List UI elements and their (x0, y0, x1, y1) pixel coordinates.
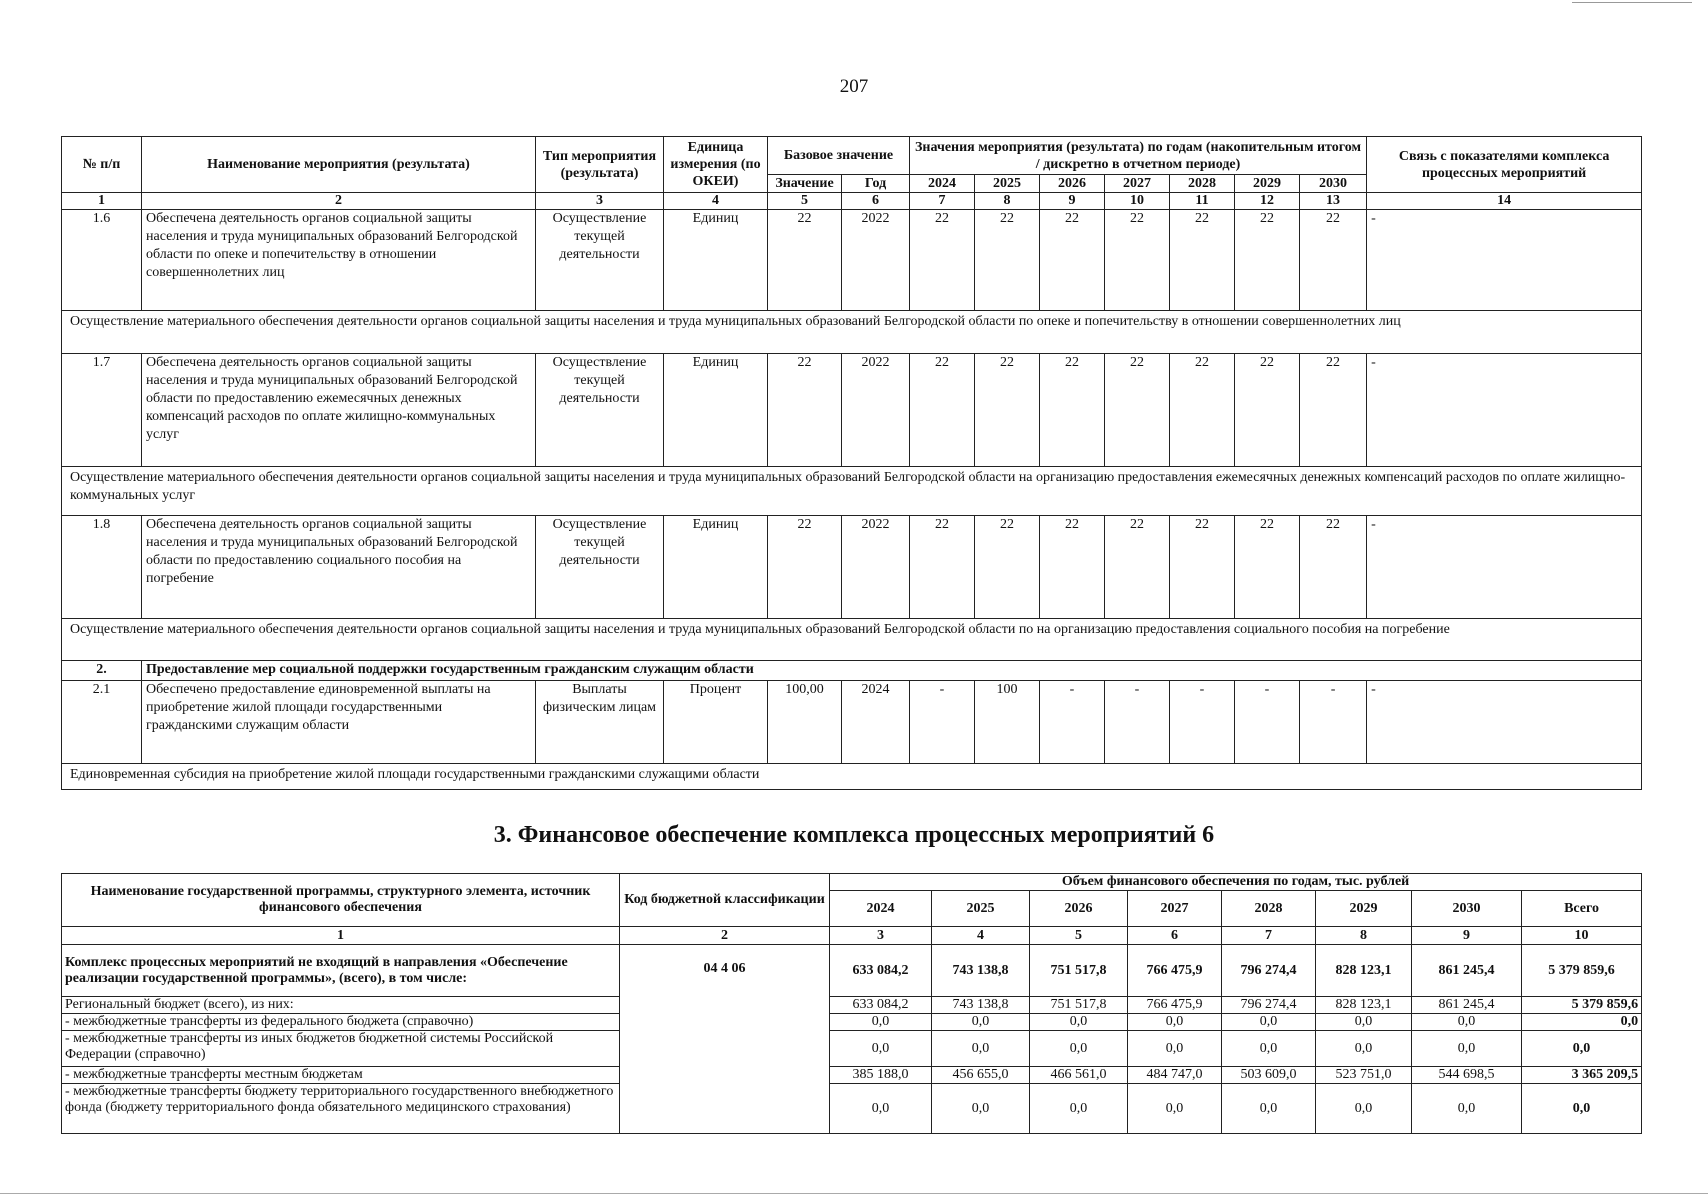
row-value: 22 (1170, 354, 1235, 467)
fin-row-name: - межбюджетные трансферты из федерального бюджета (справочно) (62, 1014, 620, 1031)
description-row (62, 764, 1642, 790)
fin-value: 0,0 (1316, 1084, 1412, 1134)
fin-value: 0,0 (1030, 1031, 1128, 1067)
fin-value: 0,0 (932, 1084, 1030, 1134)
index-cell: 12 (1235, 193, 1300, 210)
header-year: 2027 (1105, 175, 1170, 193)
index-cell: 6 (842, 193, 910, 210)
section-row (62, 661, 1642, 681)
fin-value-total: 5 379 859,6 (1522, 997, 1642, 1014)
row-value: - (1235, 681, 1300, 764)
index-row (62, 193, 1642, 210)
header-values: Значения мероприятия (результата) по годам (накопительным итогом / дискретно в отчетном периоде) (910, 137, 1367, 175)
fin-row (62, 1084, 1642, 1134)
description-row (62, 467, 1642, 516)
fin-row-name: - межбюджетные трансферты из иных бюджетов бюджетной системы Российской Федерации (справочно) (62, 1031, 620, 1067)
header-type: Тип мероприятия (результата) (536, 137, 664, 193)
fin-value: 0,0 (1412, 1031, 1522, 1067)
row-base-value: 22 (768, 354, 842, 467)
row-value: 22 (1300, 210, 1367, 311)
financing-table (61, 873, 1642, 1134)
fin-header-year: 2024 (830, 891, 932, 927)
header-year: 2026 (1040, 175, 1105, 193)
row-unit: Единиц (664, 516, 768, 619)
row-num: 2.1 (62, 681, 142, 764)
row-unit: Единиц (664, 210, 768, 311)
fin-row (62, 1031, 1642, 1067)
index-cell: 11 (1170, 193, 1235, 210)
section-title: Предоставление мер социальной поддержки государственным гражданским служащим области (142, 661, 1642, 681)
row-description: Осуществление материального обеспечения деятельности органов социальной защиты населения и труда муниципальных образований Белгородской области на организацию предоставления ежемесячных денежных компенсаций расходов по оплате жилищно-коммунальных услуг (62, 467, 1642, 516)
row-base-year: 2022 (842, 354, 910, 467)
header-year: 2025 (975, 175, 1040, 193)
fin-value: 0,0 (1128, 1031, 1222, 1067)
row-value: 22 (1300, 354, 1367, 467)
fin-value: 751 517,8 (1030, 945, 1128, 997)
header-year: 2030 (1300, 175, 1367, 193)
table-row (62, 210, 1642, 311)
row-link: - (1367, 516, 1642, 619)
fin-header-year: 2026 (1030, 891, 1128, 927)
row-value: 22 (1170, 516, 1235, 619)
index-cell: 2 (142, 193, 536, 210)
header-name: Наименование мероприятия (результата) (142, 137, 536, 193)
fin-value: 766 475,9 (1128, 997, 1222, 1014)
index-cell: 7 (910, 193, 975, 210)
fin-value: 385 188,0 (830, 1067, 932, 1084)
index-cell: 9 (1040, 193, 1105, 210)
results-table (61, 136, 1642, 790)
fin-header-code: Код бюджетной классификации (620, 874, 830, 927)
fin-value: 0,0 (1222, 1084, 1316, 1134)
fin-header-volume: Объем финансового обеспечения по годам, тыс. рублей (830, 874, 1642, 891)
fin-value: 0,0 (1222, 1031, 1316, 1067)
fin-header-year: 2029 (1316, 891, 1412, 927)
fin-index-row (62, 927, 1642, 945)
fin-value: 828 123,1 (1316, 997, 1412, 1014)
header-year: 2029 (1235, 175, 1300, 193)
header-link: Связь с показателями комплекса процессных мероприятий (1367, 137, 1642, 193)
fin-value: 743 138,8 (932, 945, 1030, 997)
fin-value: 828 123,1 (1316, 945, 1412, 997)
fin-row-name: Региональный бюджет (всего), из них: (62, 997, 620, 1014)
fin-value: 0,0 (830, 1084, 932, 1134)
fin-value: 456 655,0 (932, 1067, 1030, 1084)
row-base-value: 22 (768, 516, 842, 619)
row-value: 22 (1040, 210, 1105, 311)
row-num: 1.7 (62, 354, 142, 467)
fin-value: 743 138,8 (932, 997, 1030, 1014)
fin-header-year: 2025 (932, 891, 1030, 927)
index-cell: 2 (620, 927, 830, 945)
row-link: - (1367, 354, 1642, 467)
fin-value: 523 751,0 (1316, 1067, 1412, 1084)
top-scan-line (1572, 2, 1692, 3)
header-base-year: Год (842, 175, 910, 193)
fin-header-year: 2028 (1222, 891, 1316, 927)
row-base-value: 22 (768, 210, 842, 311)
index-cell: 4 (664, 193, 768, 210)
row-value: - (910, 681, 975, 764)
row-num: 1.8 (62, 516, 142, 619)
fin-value-total: 0,0 (1522, 1031, 1642, 1067)
fin-value: 544 698,5 (1412, 1067, 1522, 1084)
fin-header-year: 2027 (1128, 891, 1222, 927)
row-value: 22 (910, 354, 975, 467)
fin-header-total: Всего (1522, 891, 1642, 927)
fin-value: 766 475,9 (1128, 945, 1222, 997)
fin-value: 0,0 (830, 1014, 932, 1031)
row-unit: Процент (664, 681, 768, 764)
fin-value: 0,0 (932, 1031, 1030, 1067)
index-cell: 3 (830, 927, 932, 945)
fin-value: 796 274,4 (1222, 945, 1316, 997)
fin-value: 633 084,2 (830, 997, 932, 1014)
fin-value: 0,0 (1412, 1084, 1522, 1134)
index-cell: 10 (1522, 927, 1642, 945)
row-name: Обеспечено предоставление единовременной выплаты на приобретение жилой площади государственными гражданскими служащим области (142, 681, 536, 764)
row-value: - (1170, 681, 1235, 764)
bottom-scan-line (0, 1193, 1708, 1194)
row-value: 22 (1235, 516, 1300, 619)
header-year: 2024 (910, 175, 975, 193)
row-num: 1.6 (62, 210, 142, 311)
row-type: Выплаты физическим лицам (536, 681, 664, 764)
table-row (62, 681, 1642, 764)
fin-value: 0,0 (1128, 1014, 1222, 1031)
row-value: 22 (1105, 354, 1170, 467)
row-value: - (1300, 681, 1367, 764)
fin-row-name: Комплекс процессных мероприятий не входящий в направления «Обеспечение реализации государственной программы», (всего), в том числе: (62, 945, 620, 997)
row-value: 22 (1040, 354, 1105, 467)
row-value: 22 (1235, 210, 1300, 311)
header-unit: Единица измерения (по ОКЕИ) (664, 137, 768, 193)
row-base-year: 2022 (842, 516, 910, 619)
table-row (62, 516, 1642, 619)
fin-value-total: 0,0 (1522, 1014, 1642, 1031)
row-link: - (1367, 210, 1642, 311)
index-cell: 8 (1316, 927, 1412, 945)
fin-value: 466 561,0 (1030, 1067, 1128, 1084)
fin-header-name: Наименование государственной программы, структурного элемента, источник финансового обеспечения (62, 874, 620, 927)
index-cell: 6 (1128, 927, 1222, 945)
header-num: № п/п (62, 137, 142, 193)
row-value: 22 (910, 210, 975, 311)
row-value: 22 (1170, 210, 1235, 311)
fin-value: 0,0 (1030, 1084, 1128, 1134)
row-value: 100 (975, 681, 1040, 764)
fin-header-year: 2030 (1412, 891, 1522, 927)
row-type: Осуществление текущей деятельности (536, 354, 664, 467)
row-base-value: 100,00 (768, 681, 842, 764)
index-cell: 1 (62, 193, 142, 210)
fin-value: 633 084,2 (830, 945, 932, 997)
row-type: Осуществление текущей деятельности (536, 516, 664, 619)
description-row (62, 619, 1642, 661)
fin-value: 0,0 (1222, 1014, 1316, 1031)
row-description: Осуществление материального обеспечения деятельности органов социальной защиты населения и труда муниципальных образований Белгородской области по на организацию предоставления социального пособия на погребение (62, 619, 1642, 661)
row-value: 22 (1105, 516, 1170, 619)
row-value: 22 (1040, 516, 1105, 619)
fin-row-name: - межбюджетные трансферты бюджету территориального государственного внебюджетного фонда (бюджету территориального фонда обязательного медицинского страхования) (62, 1084, 620, 1134)
index-cell: 3 (536, 193, 664, 210)
index-cell: 7 (1222, 927, 1316, 945)
header-year: 2028 (1170, 175, 1235, 193)
index-cell: 4 (932, 927, 1030, 945)
fin-value: 0,0 (1128, 1084, 1222, 1134)
row-name: Обеспечена деятельность органов социальной защиты населения и труда муниципальных образований Белгородской области по предоставлению ежемесячных денежных компенсаций расходов по оплате жилищно-коммунальных услуг (142, 354, 536, 467)
row-unit: Единиц (664, 354, 768, 467)
row-value: - (1040, 681, 1105, 764)
row-name: Обеспечена деятельность органов социальной защиты населения и труда муниципальных образований Белгородской области по предоставлению социального пособия на погребение (142, 516, 536, 619)
row-value: 22 (975, 516, 1040, 619)
index-cell: 1 (62, 927, 620, 945)
fin-value: 861 245,4 (1412, 997, 1522, 1014)
fin-row-name: - межбюджетные трансферты местным бюджетам (62, 1067, 620, 1084)
row-base-year: 2022 (842, 210, 910, 311)
fin-value: 0,0 (1030, 1014, 1128, 1031)
row-link: - (1367, 681, 1642, 764)
header-base-value: Значение (768, 175, 842, 193)
row-value: 22 (975, 354, 1040, 467)
fin-row (62, 1014, 1642, 1031)
header-base: Базовое значение (768, 137, 910, 175)
fin-value: 503 609,0 (1222, 1067, 1316, 1084)
fin-value: 796 274,4 (1222, 997, 1316, 1014)
fin-value: 0,0 (1412, 1014, 1522, 1031)
fin-row (62, 1067, 1642, 1084)
row-base-year: 2024 (842, 681, 910, 764)
row-description: Осуществление материального обеспечения деятельности органов социальной защиты населения и труда муниципальных образований Белгородской области по опеке и попечительству в отношении совершеннолетних лиц (62, 311, 1642, 354)
fin-value: 0,0 (1316, 1031, 1412, 1067)
row-value: 22 (1235, 354, 1300, 467)
fin-value-total: 3 365 209,5 (1522, 1067, 1642, 1084)
row-value: 22 (975, 210, 1040, 311)
row-name: Обеспечена деятельность органов социальной защиты населения и труда муниципальных образований Белгородской области по опеке и попечительству в отношении совершеннолетних лиц (142, 210, 536, 311)
fin-value: 861 245,4 (1412, 945, 1522, 997)
table-row (62, 354, 1642, 467)
index-cell: 8 (975, 193, 1040, 210)
index-cell: 5 (1030, 927, 1128, 945)
page-number: 207 (839, 76, 869, 97)
section-num: 2. (62, 661, 142, 681)
row-value: 22 (910, 516, 975, 619)
fin-value: 0,0 (1316, 1014, 1412, 1031)
row-description: Единовременная субсидия на приобретение жилой площади государственными гражданскими служащими области (62, 764, 1642, 790)
fin-row-code: 04 4 06 (620, 945, 830, 1134)
fin-value: 484 747,0 (1128, 1067, 1222, 1084)
fin-row-total (62, 945, 1642, 997)
fin-value: 0,0 (932, 1014, 1030, 1031)
row-type: Осуществление текущей деятельности (536, 210, 664, 311)
index-cell: 13 (1300, 193, 1367, 210)
index-cell: 10 (1105, 193, 1170, 210)
fin-value-total: 5 379 859,6 (1522, 945, 1642, 997)
section-heading: 3. Финансовое обеспечение комплекса процессных мероприятий 6 (493, 822, 1215, 848)
index-cell: 5 (768, 193, 842, 210)
row-value: 22 (1105, 210, 1170, 311)
index-cell: 9 (1412, 927, 1522, 945)
fin-row (62, 997, 1642, 1014)
row-value: - (1105, 681, 1170, 764)
fin-value: 751 517,8 (1030, 997, 1128, 1014)
description-row (62, 311, 1642, 354)
row-value: 22 (1300, 516, 1367, 619)
fin-value: 0,0 (830, 1031, 932, 1067)
index-cell: 14 (1367, 193, 1642, 210)
fin-value-total: 0,0 (1522, 1084, 1642, 1134)
